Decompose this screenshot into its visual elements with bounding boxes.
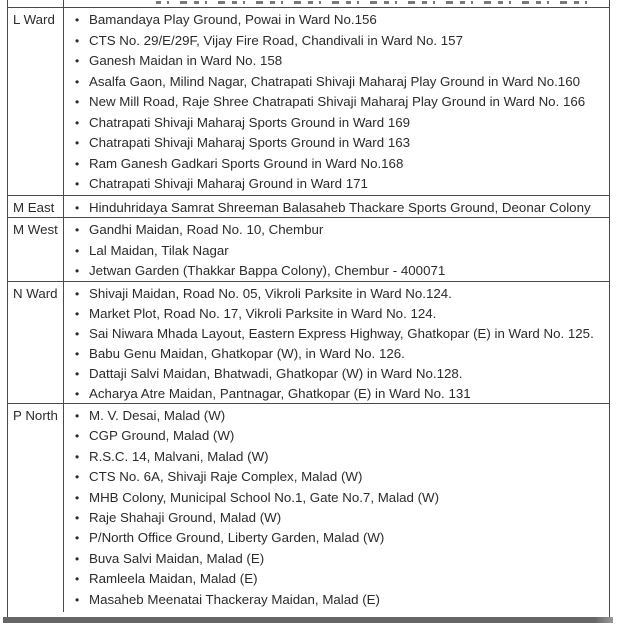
ward-name-cell: N Ward [8, 282, 64, 403]
bullet-icon: • [75, 287, 80, 301]
ground-item-text: Masaheb Meenatai Thackeray Maidan, Malad (E) [89, 591, 380, 607]
ground-item-text: Lal Maidan, Tilak Nagar [89, 242, 229, 258]
ground-item-text: Ganesh Maidan in Ward No. 158 [89, 53, 283, 68]
ground-item-text: P/North Office Ground, Liberty Garden, Malad (W) [89, 530, 385, 546]
ward-name-cell: L Ward [8, 8, 64, 195]
bullet-icon: • [75, 33, 80, 48]
ground-item-text: Hinduhridaya Samrat Shreeman Balasaheb Thackare Sports Ground, Deonar Colony [89, 200, 591, 215]
ground-list-item [64, 467, 609, 487]
ground-list-item [64, 384, 609, 403]
bullet-icon: • [75, 572, 80, 587]
bullet-icon: • [75, 531, 80, 546]
ground-list-item [64, 154, 609, 175]
ground-list-item [64, 10, 609, 31]
ground-item-text: Chatrapati Shivaji Maharaj Sports Ground in Ward 163 [89, 135, 411, 150]
ground-list-item [64, 364, 609, 384]
clipped-top-row [8, 0, 609, 8]
ground-list-item [64, 261, 609, 281]
bullet-icon: • [75, 367, 80, 381]
bullet-icon: • [75, 511, 80, 526]
ground-list-item [64, 220, 609, 241]
ground-list-item [64, 590, 609, 610]
ground-item-text: CGP Ground, Malad (W) [89, 428, 235, 444]
bullet-icon: • [75, 13, 80, 27]
ground-list-item [64, 304, 609, 324]
bullet-icon: • [75, 136, 80, 150]
ground-list-item [64, 174, 609, 195]
ground-item-text: R.S.C. 14, Malvani, Malad (W) [89, 448, 269, 464]
wards-grounds-table [7, 0, 610, 617]
bullet-icon: • [75, 156, 80, 171]
ground-list-item [64, 241, 609, 262]
bullet-icon: • [75, 490, 80, 505]
ground-list-item [64, 528, 609, 548]
ground-list-item [64, 198, 609, 217]
bullet-icon: • [75, 74, 80, 89]
ground-item-text: Bamandaya Play Ground, Powai in Ward No.156 [89, 12, 377, 27]
ground-item-text: Asalfa Gaon, Milind Nagar, Chatrapati Shivaji Maharaj Play Ground in Ward No.160 [89, 73, 580, 89]
clipped-text-remnant [156, 1, 588, 4]
bullet-icon: • [75, 201, 80, 215]
bullet-icon: • [75, 470, 80, 485]
ground-item-text: CTS No. 29/E/29F, Vijay Fire Road, Chandivali in Ward No. 157 [89, 32, 463, 48]
ground-item-text: MHB Colony, Municipal School No.1, Gate No.7, Malad (W) [89, 489, 440, 505]
bullet-icon: • [75, 551, 80, 566]
ground-items-cell [64, 8, 609, 195]
bullet-icon: • [75, 243, 80, 258]
ground-list-item [64, 284, 609, 304]
ground-list-item [64, 406, 609, 426]
ground-item-text: M. V. Desai, Malad (W) [89, 408, 226, 423]
ward-row [8, 8, 609, 196]
ground-list-item [64, 549, 609, 569]
bullet-icon: • [75, 264, 80, 278]
ground-list-item [64, 133, 609, 154]
ground-list-item [64, 31, 609, 52]
bullet-icon: • [75, 347, 80, 361]
ground-item-text: Dattaji Salvi Maidan, Bhatwadi, Ghatkopar (W) in Ward No.128. [89, 366, 463, 381]
ground-item-text: Market Plot, Road No. 17, Vikroli Parksite in Ward No. 124. [89, 306, 437, 321]
ground-item-text: Babu Genu Maidan, Ghatkopar (W), in Ward No. 126. [89, 346, 405, 361]
bullet-icon: • [75, 592, 80, 607]
ward-row [8, 282, 609, 404]
bullet-icon: • [75, 307, 80, 321]
ground-list-item [64, 488, 609, 508]
ward-row [8, 404, 609, 612]
ward-row [8, 196, 609, 218]
ward-name-cell [8, 0, 64, 7]
ground-list-item [64, 426, 609, 446]
ground-item-text: Shivaji Maidan, Road No. 05, Vikroli Parksite in Ward No.124. [89, 286, 452, 301]
ground-items-cell [64, 196, 609, 217]
bullet-icon: • [75, 409, 80, 423]
page-bottom-shadow [3, 617, 613, 623]
ground-list-item [64, 324, 609, 344]
bullet-icon: • [75, 95, 80, 109]
ground-items-cell [64, 404, 609, 612]
ground-items-cell [64, 282, 609, 403]
ground-item-text: Raje Shahaji Ground, Malad (W) [89, 510, 282, 526]
ground-item-text: Chatrapati Shivaji Maharaj Ground in Ward 171 [89, 176, 368, 191]
ground-list-item [64, 51, 609, 72]
ground-item-text: Chatrapati Shivaji Maharaj Sports Ground in Ward 169 [89, 114, 411, 130]
bullet-icon: • [75, 115, 80, 130]
ground-item-text: New Mill Road, Raje Shree Chatrapati Shivaji Maharaj Play Ground in Ward No. 166 [89, 94, 586, 109]
bullet-icon: • [75, 327, 80, 341]
bullet-icon: • [75, 54, 80, 68]
bullet-icon: • [75, 223, 80, 237]
bullet-icon: • [75, 429, 80, 444]
ground-item-text: Acharya Atre Maidan, Pantnagar, Ghatkopar (E) in Ward No. 131 [89, 386, 471, 401]
ground-item-text: Sai Niwara Mhada Layout, Eastern Express Highway, Ghatkopar (E) in Ward No. 125. [89, 326, 594, 341]
ground-item-text: Buva Salvi Maidan, Malad (E) [89, 550, 265, 566]
ground-item-text: Ramleela Maidan, Malad (E) [89, 571, 258, 587]
ground-list-item [64, 569, 609, 589]
ward-name-cell: M West [8, 218, 64, 281]
ward-name-cell: P North [8, 404, 64, 612]
ground-list-item [64, 508, 609, 528]
bullet-icon: • [75, 177, 80, 191]
ground-item-text: Ram Ganesh Gadkari Sports Ground in Ward No.168 [89, 155, 404, 171]
ward-name-cell: M East [8, 196, 64, 217]
ground-list-item [64, 72, 609, 93]
ward-row [8, 218, 609, 282]
ground-list-item [64, 113, 609, 134]
ground-items-cell [64, 218, 609, 281]
ground-item-text: Gandhi Maidan, Road No. 10, Chembur [89, 222, 324, 237]
bullet-icon: • [75, 387, 80, 401]
ground-list-item [64, 92, 609, 113]
bullet-icon: • [75, 449, 80, 464]
ground-item-text: Jetwan Garden (Thakkar Bappa Colony), Chembur - 400071 [89, 263, 446, 278]
ground-list-item [64, 344, 609, 364]
ground-list-item [64, 447, 609, 467]
ground-item-text: CTS No. 6A, Shivaji Raje Complex, Malad (W) [89, 469, 363, 485]
